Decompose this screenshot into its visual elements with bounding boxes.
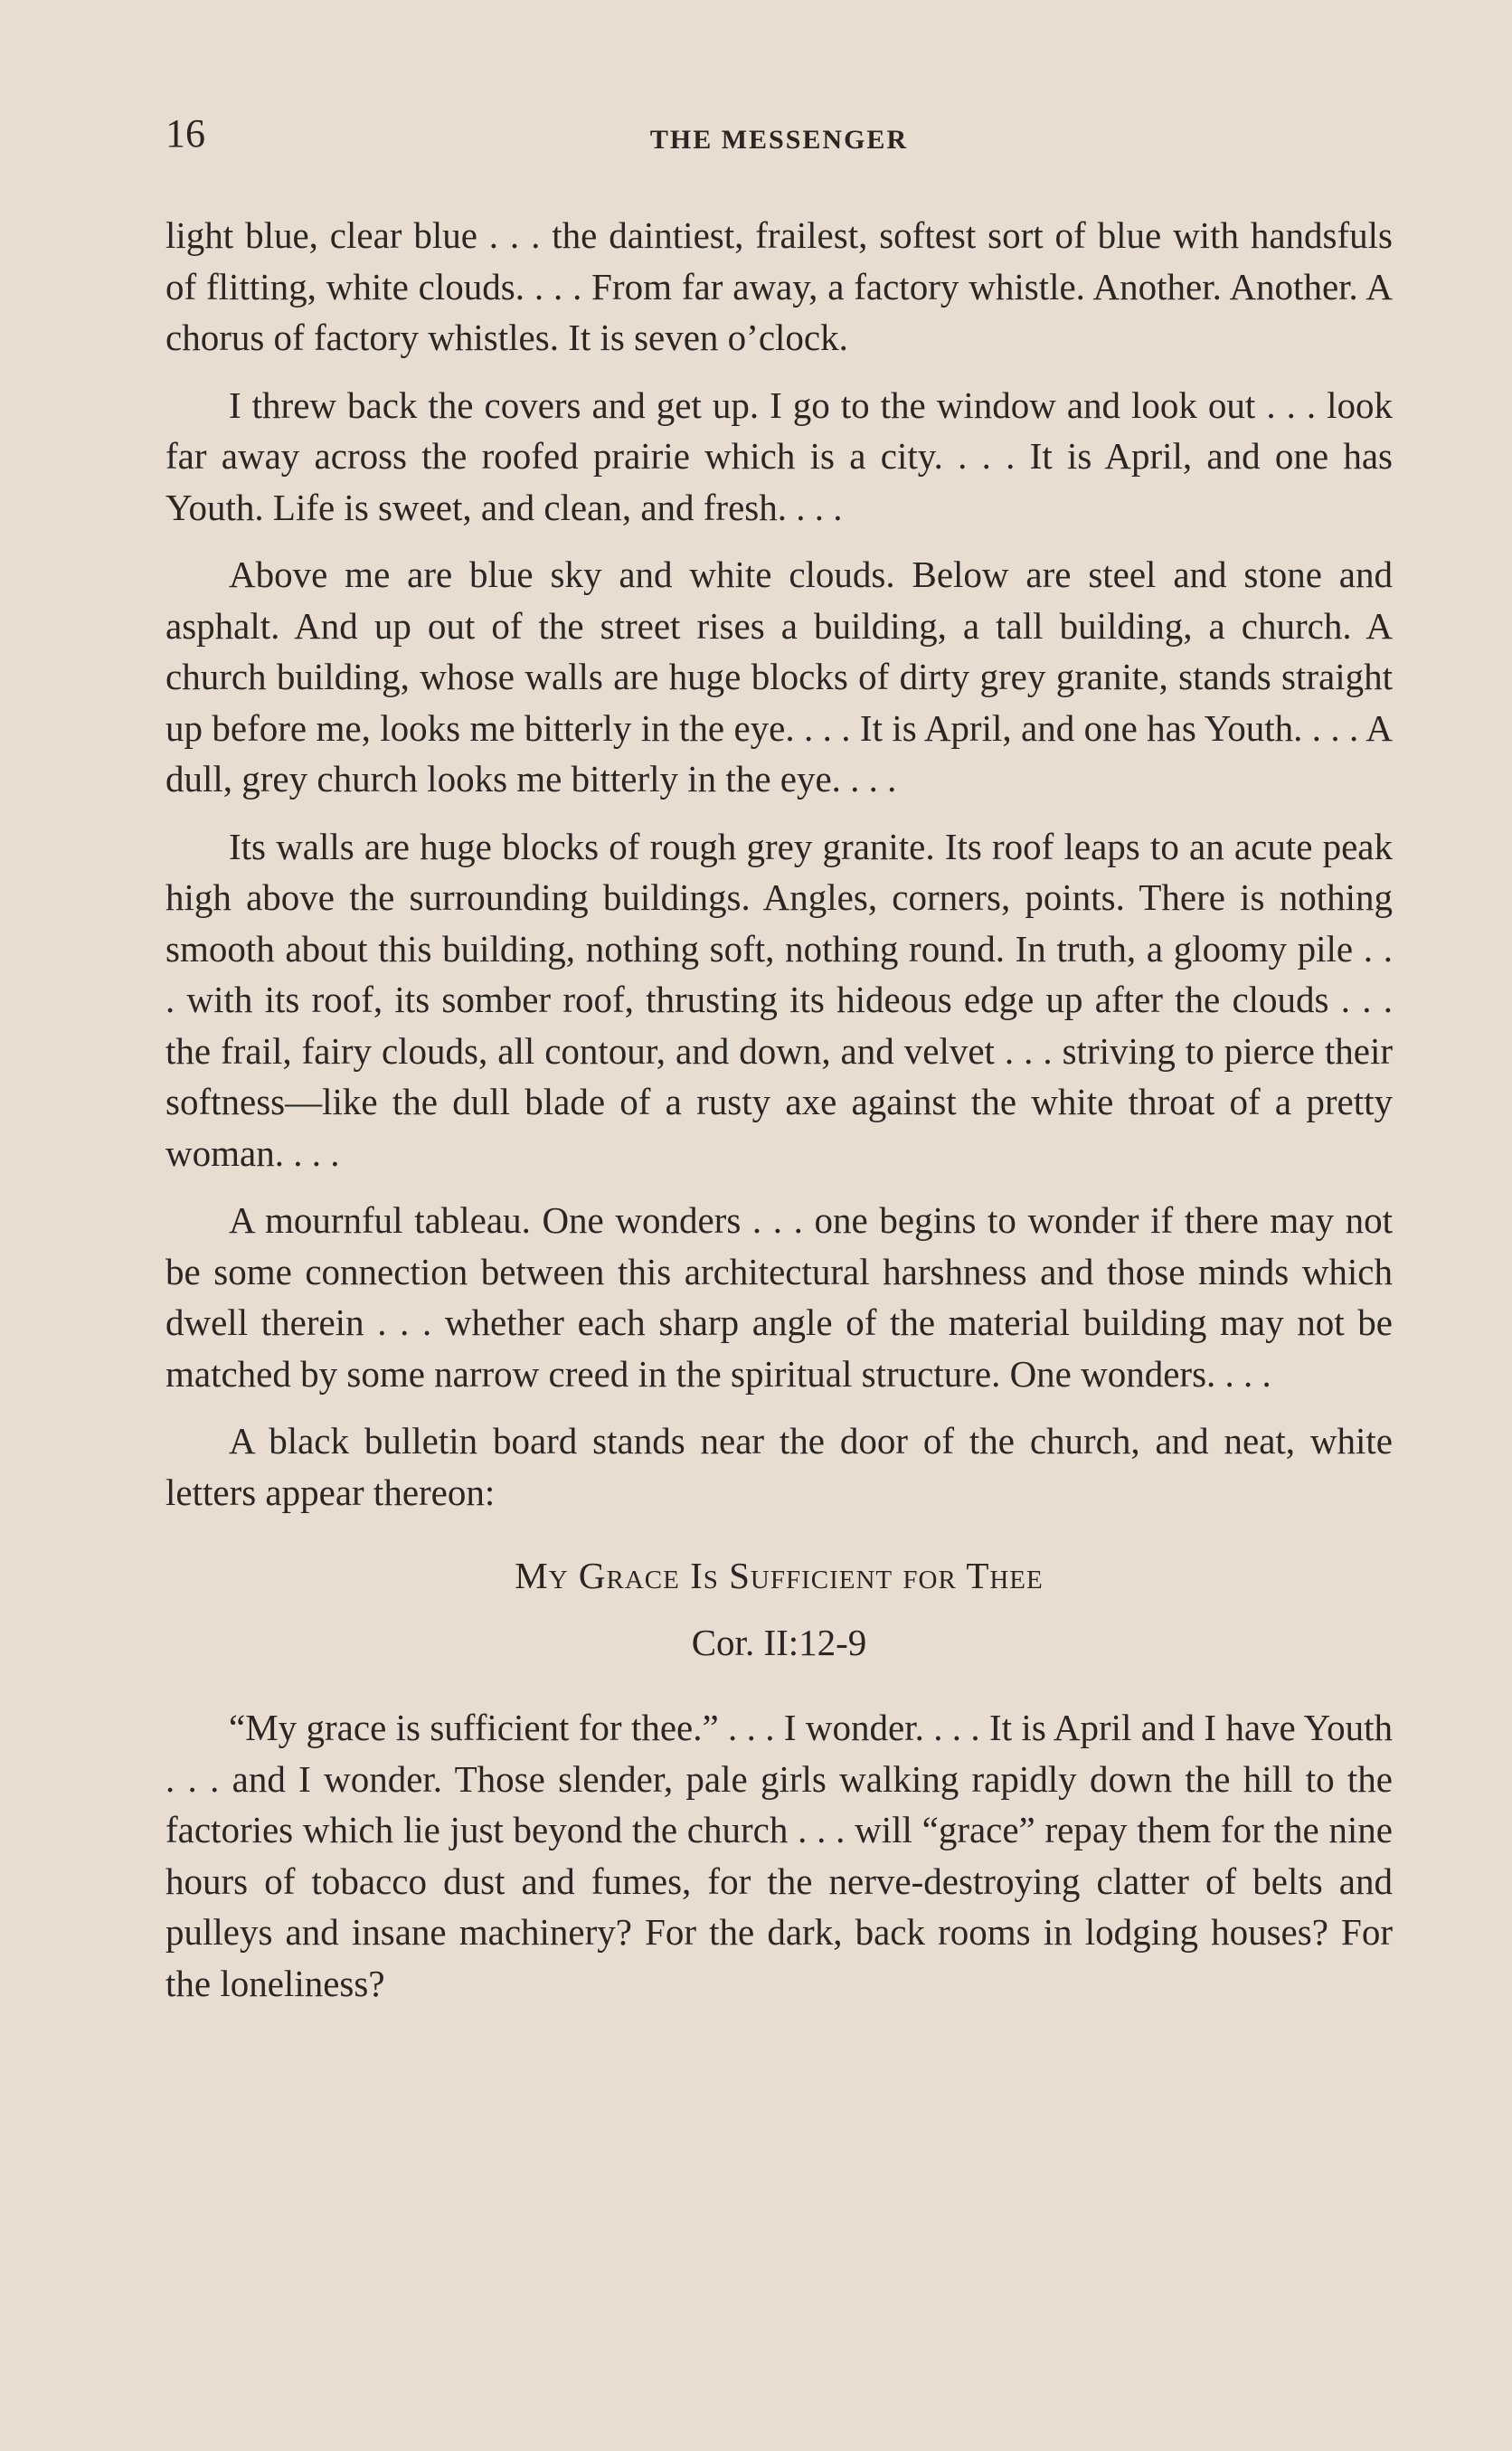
bulletin-board-text: [165, 1548, 1393, 1670]
body-text: [165, 210, 1393, 2025]
bulletin-title: My Grace Is Sufficient for Thee: [515, 1555, 1044, 1596]
paragraph-4: Its walls are huge blocks of rough grey granite. Its roof leaps to an acute peak high above the surrounding buildings. Angles, corners, points. There is nothing smooth about this building, nothing soft, nothing round. In truth, a gloomy pile . . . with its roof, its somber roof, thrusting its hideous edge up after the clouds . . . the frail, fairy clouds, all contour, and down, and velvet . . . striving to pierce their softness—like the dull blade of a rusty axe against the white throat of a pretty woman. . . .: [165, 825, 1393, 1174]
paragraph-2: I threw back the covers and get up. I go to the window and look out . . . look far away across the roofed prairie which is a city. . . . It is April, and one has Youth. Life is sweet, and clean, and fresh. . . .: [165, 383, 1393, 528]
paragraph-3: Above me are blue sky and white clouds. Below are steel and stone and asphalt. And up out of the street rises a building, a tall building, a church. A church building, whose walls are huge blocks of dirty grey granite, stands straight up before me, looks me bitterly in the eye. . . . It is April, and one has Youth. . . . A dull, grey church looks me bitterly in the eye. . . .: [165, 554, 1393, 800]
paragraph-7: “My grace is sufficient for thee.” . . . I wonder. . . . It is April and I have Youth . . . and I wonder. Those slender, pale girls walking rapidly down the hill to the factories which lie just beyond the church . . . will “grace” repay them for the nine hours of tobacco dust and fumes, for the nerve-destroying clatter of belts and pulleys and insane machinery? For the dark, back rooms in lodging houses? For the loneliness?: [165, 1707, 1393, 2004]
paragraph-5: A mournful tableau. One wonders . . . one begins to wonder if there may not be some connection between this architectural harshness and those minds which dwell therein . . . whether each sharp angle of the material building may not be matched by some narrow creed in the spiritual structure. One wonders. . . .: [165, 1199, 1393, 1395]
page-number: 16: [165, 111, 205, 156]
page-header: [165, 107, 1393, 170]
bulletin-reference: Cor. II:12-9: [691, 1622, 867, 1663]
paragraph-6: A black bulletin board stands near the door of the church, and neat, white letters appear thereon:: [165, 1420, 1393, 1513]
running-head: THE MESSENGER: [649, 125, 909, 155]
paragraph-1: light blue, clear blue . . . the daintiest, frailest, softest sort of blue with handsfuls of flitting, white clouds. . . . From far away, a factory whistle. Another. Another. A chorus of factory whistles. It is seven o’clock.: [165, 214, 1393, 358]
